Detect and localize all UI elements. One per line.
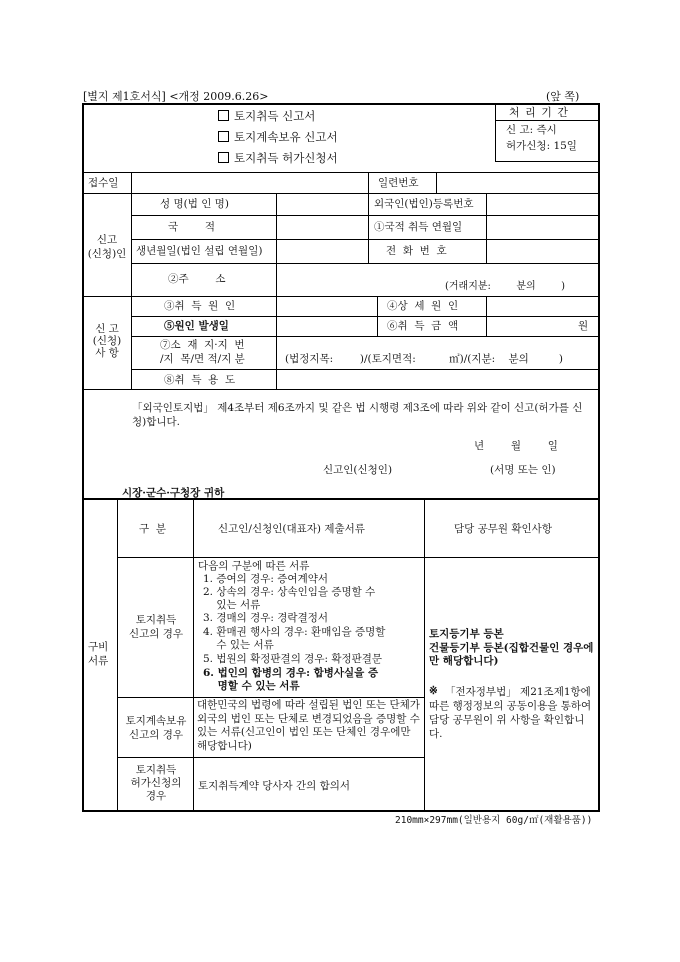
line-report-bottom [82, 389, 600, 390]
frame-left [82, 103, 84, 811]
address-share-note: (거래지분: 분의 ) [445, 281, 565, 292]
receipt-date-label: 접수일 [88, 177, 119, 189]
line [117, 557, 599, 558]
acquisition-item-1: 1. 증여의 경우: 증여계약서 [203, 573, 328, 585]
nationality-date-field[interactable] [487, 216, 597, 238]
applicant-section-label: 신고 (신청)인 [87, 234, 127, 260]
acquisition-item-4: 4. 환매권 행사의 경우: 환매임을 증명할 수 있는 서류 [203, 626, 386, 651]
serial-number-field[interactable] [437, 173, 597, 193]
acquisition-item-5: 5. 법원의 확정판결의 경우: 확정판결문 [203, 653, 383, 665]
page-side-label: (앞 쪽) [546, 90, 580, 103]
phone-label: 전 화 번 호 [386, 245, 447, 257]
birth-date-label: 생년월일(법인 설립 연월일) [136, 245, 263, 257]
line [117, 757, 425, 758]
detail-cause-field[interactable] [487, 297, 597, 315]
line-section-left [131, 193, 132, 389]
confirm-registry-copies: 토지등기부 등본 건물등기부 등본(집합건물인 경우에만 해당합니다) [429, 628, 594, 667]
checkbox-icon[interactable] [218, 131, 229, 142]
detail-cause-label: ④상 세 원 인 [387, 300, 459, 312]
row-retention-label: 토지계속보유 신고의 경우 [125, 715, 187, 741]
acquisition-use-label: ⑧취 득 용 도 [164, 374, 236, 386]
acquisition-amount-field[interactable] [487, 317, 575, 335]
acquisition-use-field[interactable] [277, 370, 597, 388]
note-mark: ※ [429, 685, 438, 697]
applicant-signature-label: 신고인(신청인) [323, 464, 393, 476]
name-label: 성 명(법 인 명) [160, 198, 229, 210]
nationality-date-label: ①국적 취득 연월일 [374, 221, 463, 233]
line [368, 193, 369, 263]
form-label: [별지 제1호서식] <개정 2009.6.26> [83, 90, 269, 103]
line [117, 697, 425, 698]
processing-report: 신 고: 즉시 [506, 124, 557, 136]
line [377, 296, 378, 336]
cause-date-field[interactable] [277, 317, 376, 335]
frame-bottom [82, 810, 600, 812]
documents-section-label: 구비 서류 [88, 641, 109, 667]
acquisition-item-2: 2. 상속의 경우: 상속인임을 증명할 수 있는 서류 [203, 586, 376, 611]
declaration-text: 「외국인토지법」 제4조부터 제6조까지 및 같은 법 시행령 제3조에 따라 위와 같이 신고(허가를 신청)합니다. [132, 402, 583, 428]
line [368, 172, 369, 193]
line-documents-top [82, 498, 600, 500]
name-field[interactable] [277, 194, 367, 214]
frame-right [598, 103, 600, 811]
location-label-line2: /지 목/면 적/지 분 [160, 353, 245, 365]
foreign-reg-label: 외국인(법인)등록번호 [374, 198, 474, 210]
option-retention[interactable]: 토지계속보유 신고서 [218, 131, 338, 144]
line [193, 498, 194, 810]
line [424, 498, 425, 810]
addressee: 시장·군수·구청장 귀하 [122, 487, 225, 499]
acquisition-item-3: 3. 경매의 경우: 경락결정서 [203, 612, 328, 624]
address-field[interactable] [277, 264, 597, 295]
foreign-reg-field[interactable] [487, 194, 597, 214]
permit-document: 토지취득계약 당사자 간의 합의서 [198, 780, 351, 792]
birth-date-field[interactable] [277, 240, 367, 262]
signature-field[interactable] [400, 460, 488, 478]
nationality-field[interactable] [277, 216, 367, 238]
acquisition-cause-label: ③취 득 원 인 [164, 300, 236, 312]
phone-field[interactable] [487, 240, 597, 262]
col-confirm: 담당 공무원 확인사항 [454, 523, 552, 535]
confirm-note: 「전자정부법」 제21조제1항에 따른 행정정보의 공동이용을 통하여 담당 공무원이 위 사항을 확인합니다. [429, 686, 592, 740]
processing-box-left [495, 103, 496, 162]
acquisition-intro: 다음의 구분에 따른 서류 [198, 560, 310, 572]
processing-box-bottom [495, 161, 599, 162]
checkbox-icon[interactable] [218, 110, 229, 121]
serial-number-label: 일련번호 [378, 177, 419, 189]
amount-unit: 원 [578, 320, 589, 332]
col-category: 구 분 [139, 523, 166, 535]
checkbox-icon[interactable] [218, 152, 229, 163]
acquisition-cause-field[interactable] [277, 297, 376, 315]
processing-title: 처 리 기 간 [509, 106, 569, 119]
report-section-label: 신 고 (신청) 사 항 [92, 323, 122, 359]
location-field[interactable] [277, 337, 597, 368]
address-label: ②주 소 [168, 273, 226, 285]
nationality-label: 국 적 [168, 221, 215, 233]
option-acquisition[interactable]: 토지취득 신고서 [218, 110, 315, 123]
processing-permit: 허가신청: 15일 [506, 140, 577, 152]
line [117, 498, 118, 810]
location-label-line1: ⑦소 재 지·지 번 [160, 339, 245, 351]
retention-document: 대한민국의 법령에 따라 설립된 법인 또는 단체가 외국의 법인 또는 단체로 변경되었음을 증명할 수 있는 서류(신고인이 법인 또는 단체인 경우에만 해당합니다) [197, 699, 420, 752]
paper-spec-footer: 210mm×297mm(일반용지 60g/㎡(재활용품)) [395, 815, 593, 826]
declaration-date: 년 월 일 [474, 440, 558, 452]
row-permit-label: 토지취득 허가신청의 경우 [130, 764, 182, 802]
location-detail-value: (법정지목: )/(토지면적: ㎡)/(지분: 분의 ) [285, 353, 563, 365]
processing-box-divider [495, 120, 599, 121]
signature-note: (서명 또는 인) [490, 464, 556, 476]
frame-top [82, 103, 600, 105]
acquisition-item-6: 6. 법인의 합병의 경우: 합병사실을 증 명할 수 있는 서류 [203, 667, 379, 692]
option-permit[interactable]: 토지취득 허가신청서 [218, 152, 338, 165]
receipt-date-field[interactable] [132, 173, 367, 193]
acquisition-amount-label: ⑥취 득 금 액 [387, 320, 459, 332]
col-submit: 신고인/신청인(대표자) 제출서류 [218, 523, 365, 535]
cause-date-label: ⑤원인 발생일 [164, 320, 229, 332]
row-acquisition-label: 토지취득 신고의 경우 [128, 614, 184, 640]
